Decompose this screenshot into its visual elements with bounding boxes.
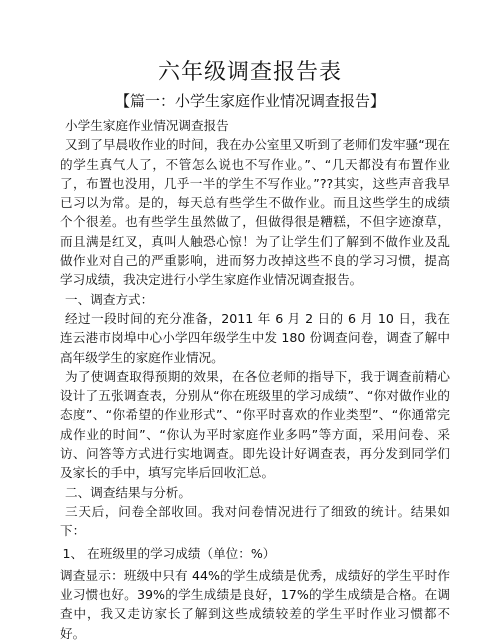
method-paragraph-1: 经过一段时间的充分准备，2011 年 6 月 2 日的 6 月 10 日，我在连云港市岗埠中心小学四年级学生中发 180 份调查问卷，调查了解中高年级学生的家庭作业情况。 — [60, 310, 450, 365]
survey-findings-paragraph: 调查显示：班级中只有 44%的学生成绩是优秀，成绩好的学生平时作业习惯也好。39%的学生成绩是良好，17%的学生成绩是合格。在调查中，我又走访家长了解到这些成绩较差的学生平时作业习惯都不好。 — [60, 567, 450, 641]
section-heading-method: 一、调查方式： — [65, 291, 154, 307]
document-title: 六年级调查报告表 — [157, 60, 342, 85]
method-paragraph-2: 为了使调查取得预期的效果，在各位老师的指导下，我于调查前精心设计了五张调查表，分别从“你在班级里的学习成绩”、“你对做作业的态度”、“你希望的作业形式”、“你平时喜欢的作业类型”、“你通常完成作业的时间”、“你认为平时家庭作业多吗”等方面，采用问卷、采访、问答等方式进行实地调查。即先设计好调查表，再分发到同学们及家长的手中，填写完毕后回收汇总。 — [60, 368, 450, 481]
numbered-item-1: 1、 在班级里的学习成绩（单位：%） — [62, 545, 276, 561]
document-body — [60, 116, 450, 643]
section-heading-results: 二、调查结果与分析。 — [65, 484, 191, 500]
report-heading: 小学生家庭作业情况调查报告 — [65, 118, 229, 133]
document-subtitle: 【篇一：小学生家庭作业情况调查报告】 — [114, 92, 385, 110]
intro-paragraph: 又到了早晨收作业的时间，我在办公室里又听到了老师们发牢骚“现在的学生真气人了，不管怎么说也不写作业。”、“几天都没有布置作业了，布置也没用，几乎一半的学生不写作业。”??其实，这些声音我早已习以为常。是的，每天总有些学生不做作业。而且这些学生的成绩个个很差。也有些学生虽然做了，但做得很是糟糕，不但字迹潦草，而且满是红叉，真叫人触恐心惊！为了让学生们了解到不做作业及乱做作业对自己的严重影响，进而努力改掉这些不良的学习习惯，提高学习成绩，我决定进行小学生家庭作业情况调查报告。 — [60, 137, 450, 288]
results-paragraph: 三天后，问卷全部收回。我对问卷情况进行了细致的统计。结果如下： — [60, 503, 450, 539]
